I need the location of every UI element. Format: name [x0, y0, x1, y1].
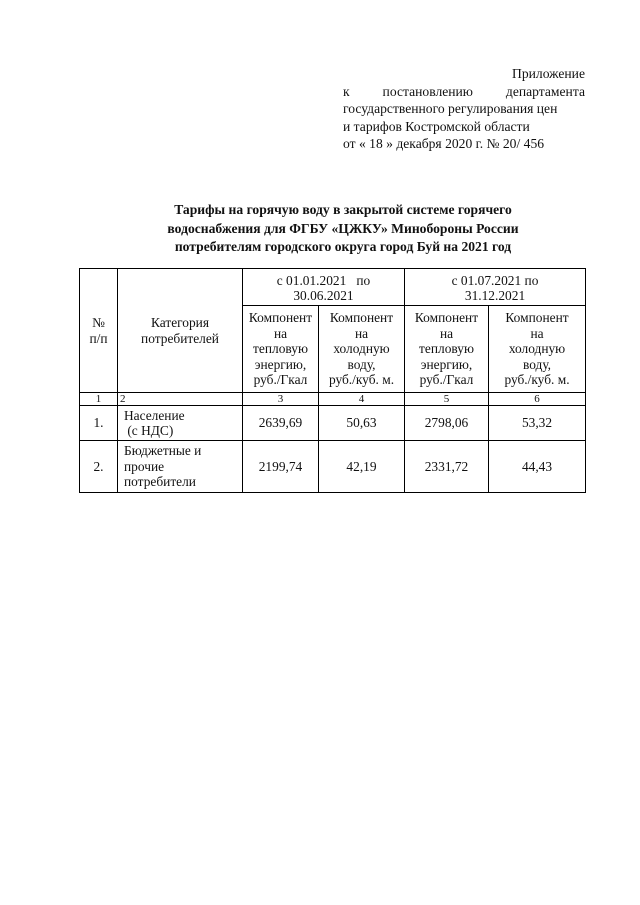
appendix-word: департамента	[505, 83, 585, 99]
col-number: 3	[243, 393, 319, 406]
row-no: 1.	[80, 406, 118, 441]
header-heat-component-1	[243, 306, 319, 393]
col-number: 1	[80, 393, 118, 406]
comp-line: холодную	[333, 341, 390, 357]
period-line: с 01.01.2021 по	[276, 272, 371, 288]
period-line: 31.12.2021	[464, 288, 526, 303]
row-value-cold-1: 42,19	[319, 441, 405, 493]
appendix-line-5: от « 18 » декабря 2020 г. № 20/ 456	[343, 136, 545, 151]
column-numbers-row	[80, 393, 586, 406]
row-no: 2.	[80, 441, 118, 493]
header-row-periods	[80, 269, 586, 306]
comp-line: холодную	[508, 341, 566, 357]
row-value-cold-2: 53,32	[489, 406, 586, 441]
comp-line: тепловую	[253, 341, 308, 357]
tariffs-table	[79, 268, 586, 493]
row-value-heat-1: 2639,69	[243, 406, 319, 441]
appendix-word: к	[343, 83, 350, 99]
appendix-line-2	[343, 83, 585, 101]
header-category-line: Категория	[150, 315, 210, 330]
title-line-3: потребителям городского округа город Буй на 2021 год	[174, 239, 512, 254]
comp-line: Компонент	[329, 310, 394, 326]
table-row	[80, 406, 586, 441]
period-line: 30.06.2021	[293, 288, 354, 303]
row-value-heat-2: 2798,06	[405, 406, 489, 441]
comp-line: воду,	[347, 356, 376, 372]
row-value-cold-2: 44,43	[489, 441, 586, 493]
row-value-heat-2: 2331,72	[405, 441, 489, 493]
row-category	[118, 441, 243, 493]
comp-line: Компонент	[414, 310, 479, 326]
period-line: с 01.07.2021 по	[451, 272, 539, 288]
title-line-1: Тарифы на горячую воду в закрытой системе горячего	[174, 202, 512, 217]
title-line-2: водоснабжения для ФГБУ «ЦЖКУ» Минобороны России	[167, 220, 519, 236]
comp-line: Компонент	[505, 310, 569, 326]
row-value-heat-1: 2199,74	[243, 441, 319, 493]
comp-line: воду,	[522, 356, 552, 372]
header-no	[80, 269, 118, 393]
header-category	[118, 269, 243, 393]
row-category	[118, 406, 243, 441]
category-line: прочие	[124, 458, 165, 474]
header-category-line: потребителей	[141, 330, 219, 346]
comp-line: на	[273, 325, 288, 341]
header-heat-component-2	[405, 306, 489, 393]
category-line: (с НДС)	[124, 423, 174, 438]
comp-line: руб./куб. м.	[328, 372, 395, 388]
header-no-line: п/п	[89, 330, 108, 346]
comp-line: руб./Гкал	[419, 372, 474, 388]
col-number: 4	[319, 393, 405, 406]
appendix-line-1: Приложение	[512, 66, 585, 81]
comp-line: энергию,	[420, 356, 473, 372]
header-period-2	[405, 269, 586, 306]
category-line: Бюджетные и	[124, 443, 202, 459]
comp-line: Компонент	[248, 310, 313, 326]
comp-line: на	[530, 325, 544, 341]
comp-line: на	[439, 325, 454, 341]
category-line: Население	[124, 407, 185, 423]
col-number: 6	[489, 393, 586, 406]
comp-line: энергию,	[254, 356, 307, 372]
comp-line: на	[354, 325, 369, 341]
table-row	[80, 441, 586, 493]
document-title	[112, 201, 574, 257]
header-cold-component-1	[319, 306, 405, 393]
comp-line: руб./куб. м.	[504, 372, 570, 388]
header-cold-component-2	[489, 306, 586, 393]
appendix-line-3: государственного регулирования цен	[343, 101, 558, 116]
col-number: 2	[118, 393, 243, 406]
appendix-block	[343, 65, 585, 153]
category-line: потребители	[124, 474, 196, 490]
header-period-1	[243, 269, 405, 306]
col-number: 5	[405, 393, 489, 406]
appendix-line-4: и тарифов Костромской области	[343, 118, 530, 134]
header-no-line: №	[92, 315, 105, 330]
comp-line: тепловую	[419, 341, 474, 357]
comp-line: руб./Гкал	[253, 372, 308, 388]
appendix-word: постановлению	[382, 83, 473, 99]
row-value-cold-1: 50,63	[319, 406, 405, 441]
